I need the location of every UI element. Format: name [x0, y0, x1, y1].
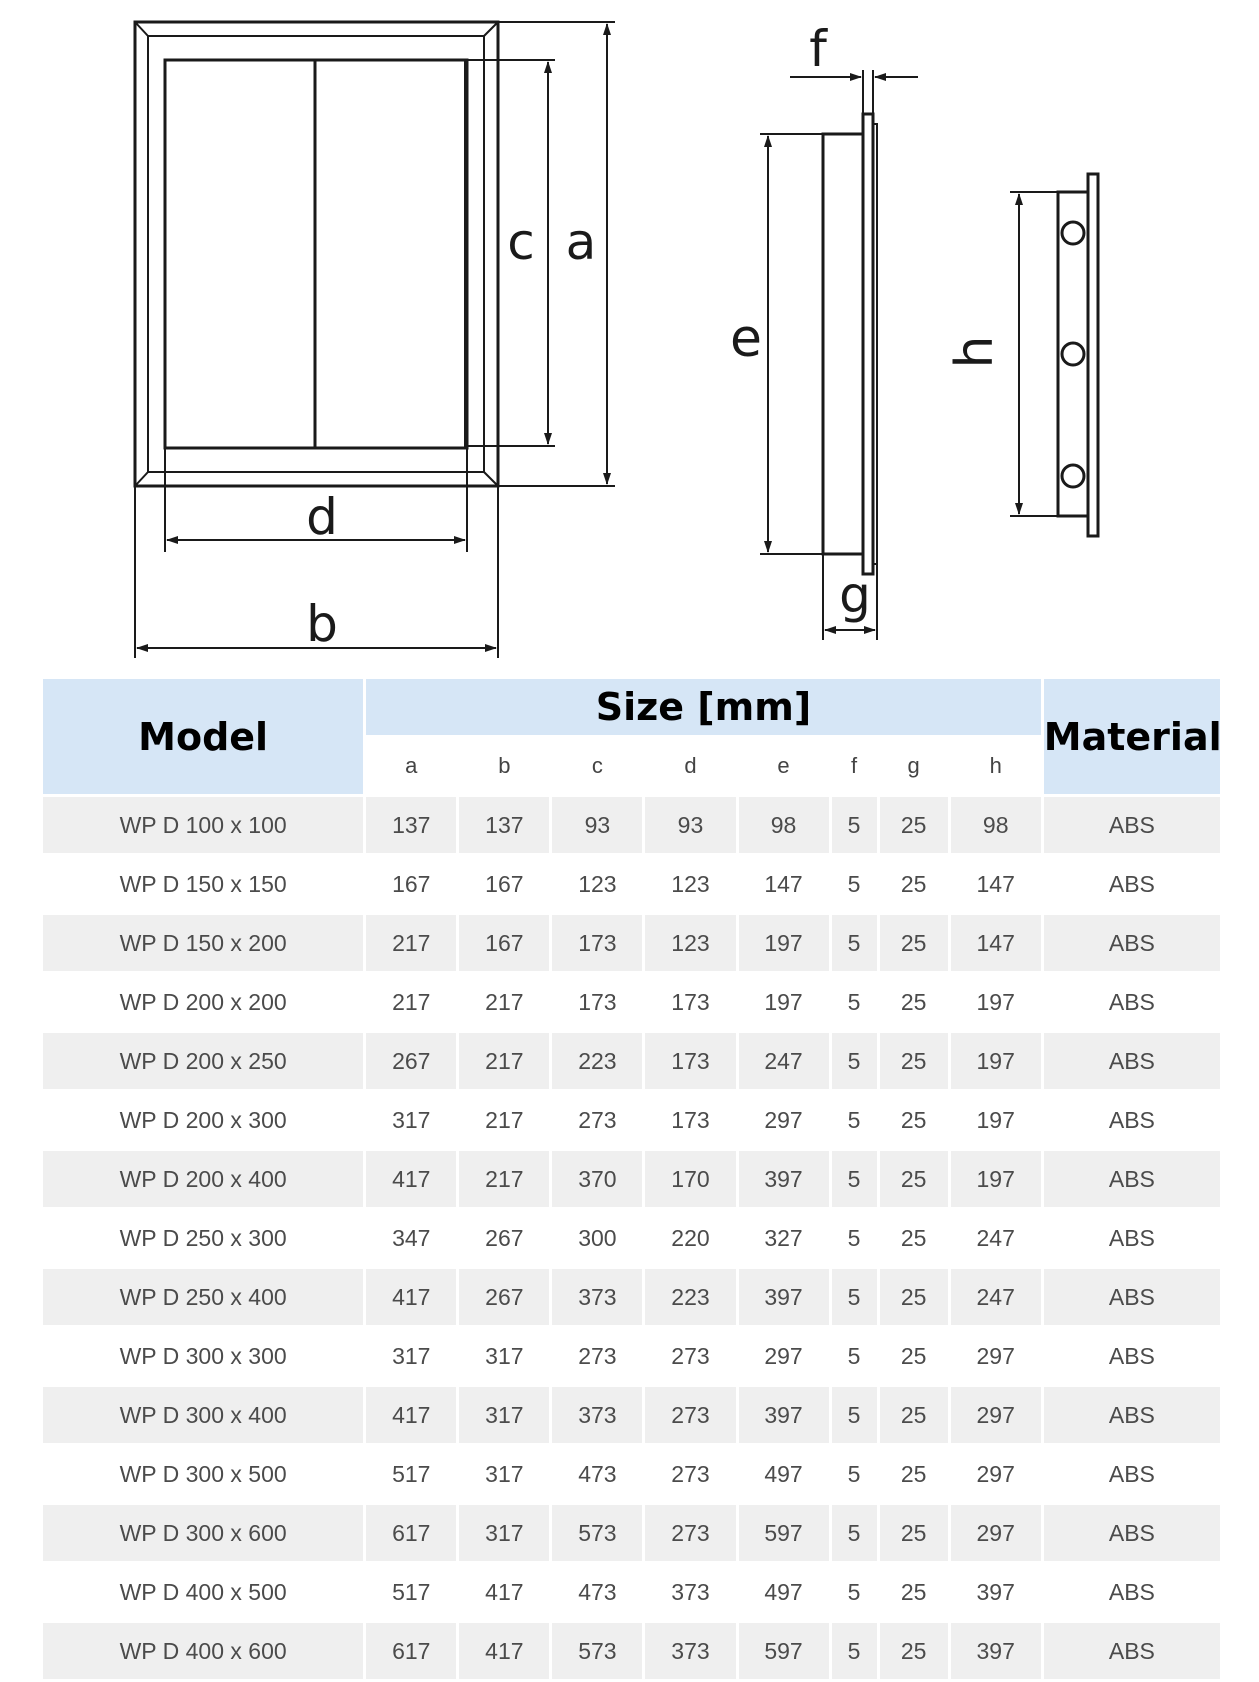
size-cell-g: 25: [880, 915, 948, 971]
size-cell-a: 347: [366, 1210, 456, 1266]
size-cell-d: 93: [645, 797, 735, 853]
technical-drawing: [0, 0, 1259, 672]
size-cell-g: 25: [880, 1033, 948, 1089]
latch-top: [1062, 222, 1084, 244]
material-cell: ABS: [1044, 1564, 1220, 1620]
size-cell-a: 617: [366, 1623, 456, 1679]
back-view: [1010, 174, 1098, 536]
size-cell-b: 217: [459, 1151, 549, 1207]
side-body: [823, 134, 863, 554]
model-cell: WP D 300 x 300: [43, 1328, 363, 1384]
size-cell-f: 5: [832, 974, 877, 1030]
size-cell-f: 5: [832, 1446, 877, 1502]
size-cell-d: 223: [645, 1269, 735, 1325]
size-cell-g: 25: [880, 1328, 948, 1384]
size-cell-h: 247: [951, 1210, 1041, 1266]
size-cell-f: 5: [832, 915, 877, 971]
size-cell-c: 473: [552, 1446, 642, 1502]
dim-f-label: f: [809, 20, 827, 78]
table-row: [43, 1033, 1220, 1089]
size-cell-e: 397: [739, 1269, 829, 1325]
size-cell-f: 5: [832, 1092, 877, 1148]
table-row: [43, 1505, 1220, 1561]
size-cell-c: 573: [552, 1505, 642, 1561]
material-cell: ABS: [1044, 856, 1220, 912]
size-cell-h: 197: [951, 1092, 1041, 1148]
size-cell-a: 267: [366, 1033, 456, 1089]
front-dimensions: [137, 24, 607, 648]
latch-middle: [1062, 343, 1084, 365]
col-c-header: c: [552, 738, 642, 794]
table-row: [43, 1446, 1220, 1502]
size-cell-c: 273: [552, 1328, 642, 1384]
spec-table: [40, 676, 1223, 1682]
table-body: [43, 797, 1220, 1679]
table-row: [43, 856, 1220, 912]
size-cell-e: 147: [739, 856, 829, 912]
size-cell-b: 217: [459, 974, 549, 1030]
front-view: [135, 22, 615, 658]
size-cell-d: 273: [645, 1328, 735, 1384]
size-cell-d: 123: [645, 915, 735, 971]
size-cell-h: 197: [951, 974, 1041, 1030]
size-cell-d: 173: [645, 974, 735, 1030]
size-cell-g: 25: [880, 1269, 948, 1325]
material-header: Material: [1044, 679, 1220, 794]
size-cell-b: 417: [459, 1564, 549, 1620]
size-cell-d: 173: [645, 1033, 735, 1089]
size-cell-f: 5: [832, 797, 877, 853]
size-cell-a: 417: [366, 1387, 456, 1443]
size-cell-b: 417: [459, 1623, 549, 1679]
size-cell-b: 267: [459, 1210, 549, 1266]
col-h-header: h: [951, 738, 1041, 794]
size-cell-f: 5: [832, 1564, 877, 1620]
size-cell-c: 93: [552, 797, 642, 853]
size-cell-d: 173: [645, 1092, 735, 1148]
size-cell-e: 397: [739, 1151, 829, 1207]
col-a-header: a: [366, 738, 456, 794]
table-row: [43, 1387, 1220, 1443]
size-cell-f: 5: [832, 856, 877, 912]
material-cell: ABS: [1044, 1623, 1220, 1679]
dim-e-label: e: [730, 309, 762, 369]
dim-g-label: g: [839, 566, 871, 624]
size-cell-c: 370: [552, 1151, 642, 1207]
size-cell-c: 223: [552, 1033, 642, 1089]
size-cell-b: 267: [459, 1269, 549, 1325]
size-cell-h: 297: [951, 1446, 1041, 1502]
model-cell: WP D 100 x 100: [43, 797, 363, 853]
table-row: [43, 1328, 1220, 1384]
size-cell-h: 297: [951, 1505, 1041, 1561]
table-row: [43, 1210, 1220, 1266]
table-row: [43, 1623, 1220, 1679]
material-cell: ABS: [1044, 1092, 1220, 1148]
side-dimensions: [768, 77, 918, 630]
model-cell: WP D 200 x 300: [43, 1092, 363, 1148]
size-cell-a: 517: [366, 1564, 456, 1620]
model-cell: WP D 250 x 400: [43, 1269, 363, 1325]
size-cell-d: 123: [645, 856, 735, 912]
size-cell-h: 197: [951, 1033, 1041, 1089]
model-cell: WP D 150 x 200: [43, 915, 363, 971]
size-cell-g: 25: [880, 1564, 948, 1620]
size-cell-b: 217: [459, 1092, 549, 1148]
model-cell: WP D 200 x 400: [43, 1151, 363, 1207]
table-row: [43, 974, 1220, 1030]
size-cell-e: 297: [739, 1328, 829, 1384]
size-cell-e: 597: [739, 1505, 829, 1561]
dim-h-label: h: [945, 335, 1005, 369]
size-cell-b: 167: [459, 856, 549, 912]
size-cell-h: 147: [951, 856, 1041, 912]
model-cell: WP D 300 x 500: [43, 1446, 363, 1502]
size-cell-f: 5: [832, 1210, 877, 1266]
size-cell-e: 197: [739, 974, 829, 1030]
latch-bottom: [1062, 465, 1084, 487]
size-cell-c: 373: [552, 1269, 642, 1325]
dim-a-label: a: [565, 213, 597, 271]
material-cell: ABS: [1044, 797, 1220, 853]
size-cell-a: 617: [366, 1505, 456, 1561]
size-cell-e: 197: [739, 915, 829, 971]
size-cell-f: 5: [832, 1387, 877, 1443]
material-cell: ABS: [1044, 1033, 1220, 1089]
material-cell: ABS: [1044, 1505, 1220, 1561]
size-cell-e: 497: [739, 1446, 829, 1502]
size-cell-h: 147: [951, 915, 1041, 971]
table-row: [43, 1092, 1220, 1148]
size-cell-g: 25: [880, 1210, 948, 1266]
table-row: [43, 1269, 1220, 1325]
dim-d-label: d: [306, 488, 338, 546]
size-cell-b: 317: [459, 1328, 549, 1384]
size-cell-c: 373: [552, 1387, 642, 1443]
table-row: [43, 1564, 1220, 1620]
size-cell-f: 5: [832, 1033, 877, 1089]
size-cell-e: 397: [739, 1387, 829, 1443]
size-cell-e: 98: [739, 797, 829, 853]
size-header: Size [mm]: [366, 679, 1041, 735]
size-cell-a: 217: [366, 974, 456, 1030]
size-cell-c: 173: [552, 915, 642, 971]
size-cell-d: 273: [645, 1446, 735, 1502]
dim-c-label: c: [507, 213, 535, 271]
size-cell-g: 25: [880, 1623, 948, 1679]
back-flange: [1088, 174, 1098, 536]
size-cell-d: 220: [645, 1210, 735, 1266]
size-cell-a: 167: [366, 856, 456, 912]
size-cell-e: 297: [739, 1092, 829, 1148]
col-b-header: b: [459, 738, 549, 794]
size-cell-f: 5: [832, 1505, 877, 1561]
size-cell-f: 5: [832, 1269, 877, 1325]
model-cell: WP D 200 x 250: [43, 1033, 363, 1089]
size-cell-d: 373: [645, 1564, 735, 1620]
size-cell-b: 137: [459, 797, 549, 853]
model-cell: WP D 300 x 600: [43, 1505, 363, 1561]
size-cell-e: 327: [739, 1210, 829, 1266]
col-f-header: f: [832, 738, 877, 794]
size-cell-e: 247: [739, 1033, 829, 1089]
size-cell-b: 317: [459, 1505, 549, 1561]
size-cell-a: 317: [366, 1092, 456, 1148]
col-e-header: e: [739, 738, 829, 794]
size-cell-b: 317: [459, 1387, 549, 1443]
size-cell-h: 297: [951, 1328, 1041, 1384]
size-cell-h: 397: [951, 1623, 1041, 1679]
size-cell-h: 397: [951, 1564, 1041, 1620]
model-cell: WP D 300 x 400: [43, 1387, 363, 1443]
size-cell-d: 373: [645, 1623, 735, 1679]
size-cell-b: 317: [459, 1446, 549, 1502]
table-row: [43, 797, 1220, 853]
size-cell-b: 217: [459, 1033, 549, 1089]
model-cell: WP D 400 x 500: [43, 1564, 363, 1620]
material-cell: ABS: [1044, 1387, 1220, 1443]
table-row: [43, 1151, 1220, 1207]
col-d-header: d: [645, 738, 735, 794]
size-cell-a: 517: [366, 1446, 456, 1502]
size-cell-g: 25: [880, 1151, 948, 1207]
size-cell-f: 5: [832, 1151, 877, 1207]
material-cell: ABS: [1044, 974, 1220, 1030]
material-cell: ABS: [1044, 915, 1220, 971]
size-cell-f: 5: [832, 1623, 877, 1679]
size-cell-g: 25: [880, 856, 948, 912]
size-cell-a: 317: [366, 1328, 456, 1384]
size-cell-g: 25: [880, 1092, 948, 1148]
size-cell-g: 25: [880, 974, 948, 1030]
size-cell-b: 167: [459, 915, 549, 971]
size-cell-g: 25: [880, 1387, 948, 1443]
model-cell: WP D 200 x 200: [43, 974, 363, 1030]
size-cell-d: 273: [645, 1505, 735, 1561]
size-cell-c: 300: [552, 1210, 642, 1266]
size-cell-a: 417: [366, 1269, 456, 1325]
material-cell: ABS: [1044, 1446, 1220, 1502]
table-row: [43, 915, 1220, 971]
size-cell-a: 137: [366, 797, 456, 853]
size-cell-f: 5: [832, 1328, 877, 1384]
size-cell-h: 247: [951, 1269, 1041, 1325]
size-cell-c: 173: [552, 974, 642, 1030]
material-cell: ABS: [1044, 1151, 1220, 1207]
size-cell-d: 170: [645, 1151, 735, 1207]
model-cell: WP D 150 x 150: [43, 856, 363, 912]
size-cell-a: 217: [366, 915, 456, 971]
size-cell-h: 197: [951, 1151, 1041, 1207]
size-cell-d: 273: [645, 1387, 735, 1443]
material-cell: ABS: [1044, 1210, 1220, 1266]
material-cell: ABS: [1044, 1328, 1220, 1384]
size-cell-g: 25: [880, 1446, 948, 1502]
model-cell: WP D 400 x 600: [43, 1623, 363, 1679]
model-header: Model: [43, 679, 363, 794]
size-cell-g: 25: [880, 1505, 948, 1561]
size-cell-e: 497: [739, 1564, 829, 1620]
col-g-header: g: [880, 738, 948, 794]
size-cell-c: 573: [552, 1623, 642, 1679]
size-cell-c: 473: [552, 1564, 642, 1620]
side-view: [760, 70, 877, 640]
dim-b-label: b: [306, 595, 338, 653]
size-cell-h: 98: [951, 797, 1041, 853]
size-cell-a: 417: [366, 1151, 456, 1207]
size-cell-c: 273: [552, 1092, 642, 1148]
side-flange: [863, 114, 873, 574]
size-cell-c: 123: [552, 856, 642, 912]
size-cell-e: 597: [739, 1623, 829, 1679]
model-cell: WP D 250 x 300: [43, 1210, 363, 1266]
size-cell-h: 297: [951, 1387, 1041, 1443]
material-cell: ABS: [1044, 1269, 1220, 1325]
size-cell-g: 25: [880, 797, 948, 853]
